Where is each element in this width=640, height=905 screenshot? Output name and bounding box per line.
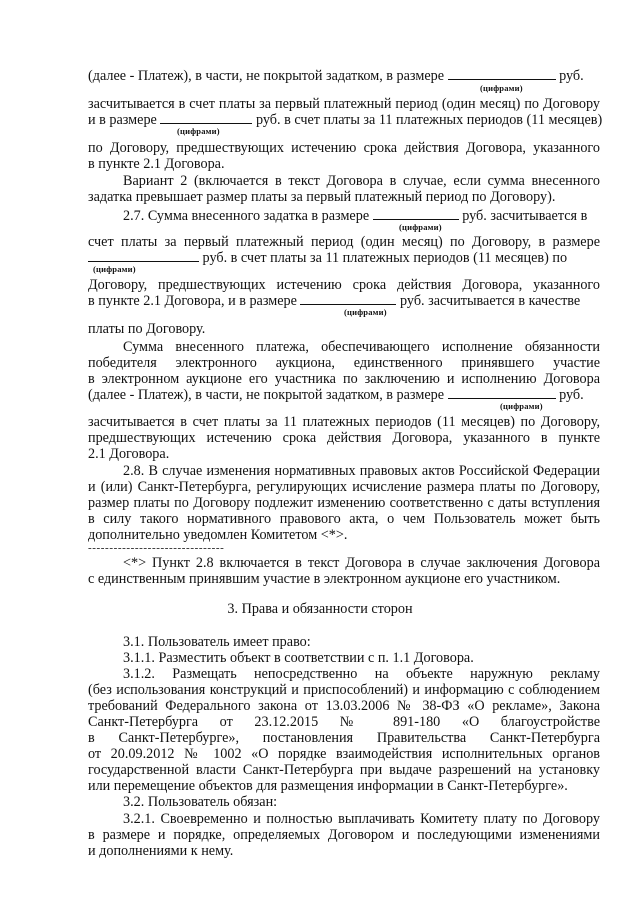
text-line: 3.1.1. Разместить объект в соответствии с п. 1.1 Договора. [123,650,474,666]
text-line: 3.1. Пользователь имеет право: [123,634,311,650]
text-line [88,110,602,129]
text-line: победителя электронного аукциона, единственного принявшего участие [88,355,600,371]
text-fragment: руб. в счет платы за 11 платежных периодов (11 месяцев) по [202,250,568,266]
text-line: Санкт-Петербурга от 23.12.2015 № 891-180 «О благоустройстве [88,714,600,730]
text-line: дополнительно уведомлен Комитетом <*>. [88,527,348,543]
amount-blank [448,385,556,399]
text-line: в размере и порядке, определяемых Договором и последующими изменениями [88,827,600,843]
text-line: <*> Пункт 2.8 включается в текст Договора в случае заключения Договора [123,555,600,571]
text-line: в электронном аукционе его участника по заключению и исполнению Договора [88,371,600,387]
text-line: (без использования конструкций и приспособлений) и информацию с соблюдением [88,682,600,698]
text-line: Договору, предшествующих истечению срока действия Договора, указанного [88,277,600,293]
digits-caption: (цифрами) [93,264,136,274]
text-line: платы по Договору. [88,321,206,337]
amount-blank [300,291,396,305]
text-line [88,248,567,267]
text-line: Сумма внесенного платежа, обеспечивающего исполнение обязанности [123,339,600,355]
text-line: или перемещение объектов для размещения информации в Санкт-Петербурге». [88,778,568,794]
text-fragment: руб. [559,387,584,403]
text-fragment: руб. засчитывается в [462,208,588,224]
text-line: 3.2.1. Своевременно и полностью выплачивать Комитету плату по Договору [123,811,600,827]
text-fragment: руб. в счет платы за 11 платежных периодов (11 месяцев) [255,112,603,128]
text-line: и дополнениями к нему. [88,843,234,859]
text-line: 2.8. В случае изменения нормативных правовых актов Российской Федерации [123,463,600,479]
amount-blank [88,248,199,262]
text-line [88,291,580,310]
digits-caption: (цифрами) [177,126,220,136]
text-line: от 20.09.2012 № 1002 «О порядке взаимодействия исполнительных органов [88,746,600,762]
section-heading: 3. Права и обязанности сторон [227,601,413,617]
digits-caption: (цифрами) [500,401,543,411]
text-line [123,206,587,225]
digits-caption: (цифрами) [399,222,442,232]
text-fragment: (далее - Платеж), в части, не покрытой задатком, в размере [88,68,445,84]
text-line: в силу такого нормативного правового акта, о чем Пользователь может быть [88,511,600,527]
digits-caption: (цифрами) [344,307,387,317]
text-line: 3.2. Пользователь обязан: [123,794,278,810]
amount-blank [160,110,252,124]
text-line: Вариант 2 (включается в текст Договора в случае, если сумма внесенного [123,173,600,189]
text-fragment: (далее - Платеж), в части, не покрытой задатком, в размере [88,387,445,403]
text-fragment: руб. [559,68,584,84]
text-line: засчитывается в счет платы за первый платежный период (один месяц) по Договору [88,96,600,112]
text-line: в Санкт-Петербурге», постановления Правительства Санкт-Петербурга [88,730,600,746]
text-line: требований Федерального закона от 13.03.2006 № 38-ФЗ «О рекламе», Закона [88,698,600,714]
text-line: 2.1 Договора. [88,446,170,462]
text-line: с единственным принявшим участие в электронном аукционе его участником. [88,571,561,587]
amount-blank [448,66,556,80]
text-fragment: и в размере [88,112,157,128]
text-line: размер платы по Договору подлежит изменению соответственно с даты вступления [88,495,600,511]
text-line: предшествующих истечению срока действия Договора, указанного в пункте [88,430,600,446]
text-line: счет платы за первый платежный период (один месяц) по Договору, в размере [88,234,600,250]
text-fragment: руб. засчитывается в качестве [400,293,581,309]
footnote-separator: -------------------------------- [88,542,225,554]
text-line: задатка превышает размер платы за первый платежный период по Договору). [88,189,556,205]
text-line: по Договору, предшествующих истечению срока действия Договора, указанного [88,140,600,156]
text-line: 3.1.2. Размещать непосредственно на объекте наружную рекламу [123,666,600,682]
text-line: и (или) Санкт-Петербурга, регулирующих исчисление размера платы по Договору, [88,479,600,495]
text-line: в пункте 2.1 Договора. [88,156,225,172]
text-fragment: в пункте 2.1 Договора, и в размере [88,293,297,309]
text-fragment: 2.7. Сумма внесенного задатка в размере [123,208,370,224]
amount-blank [373,206,459,220]
text-line: засчитывается в счет платы за 11 платежных периодов (11 месяцев) по Договору, [88,414,600,430]
digits-caption: (цифрами) [480,83,523,93]
text-line: государственной власти Санкт-Петербурга при выдаче разрешений на установку [88,762,600,778]
